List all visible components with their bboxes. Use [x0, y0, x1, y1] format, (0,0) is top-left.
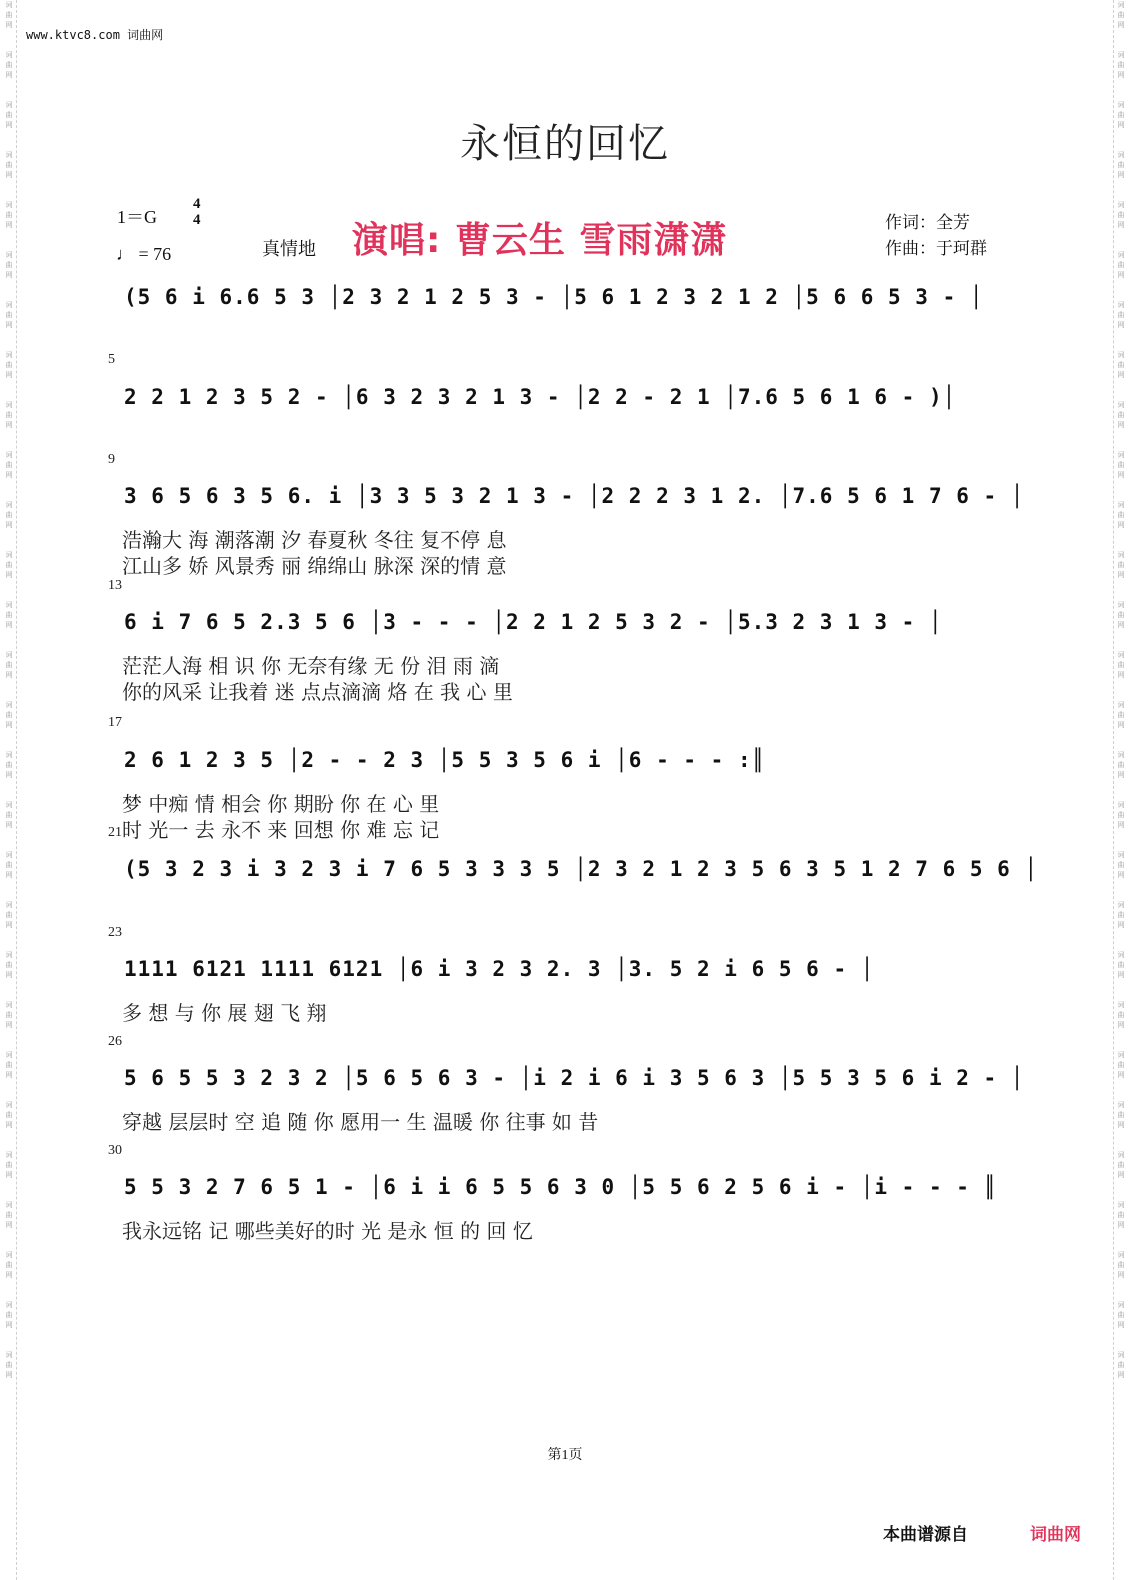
key-signature: 1＝G [117, 207, 157, 227]
system-5-lyric-verse-2: 时 光一 去 永不 来 回想 你 难 忘 记 [122, 818, 440, 842]
system-4-lyric-verse-2: 你的风采 让我着 迷 点点滴滴 烙 在 我 心 里 [122, 680, 513, 704]
system-3-lyric-verse-1: 浩瀚大 海 潮落潮 汐 春夏秋 冬往 复不停 息 [122, 528, 507, 552]
page-number: 第1页 [547, 1448, 583, 1463]
lyricist-credit: 作词：全芳 [885, 213, 970, 233]
brand-link[interactable]: 词曲网 [1030, 1525, 1081, 1545]
system-5-lyric-verse-1: 梦 中痴 情 相会 你 期盼 你 在 心 里 [122, 792, 440, 816]
system-9-notes: 5 5 3 2 7 6 5 1 - │6 i i 6 5 5 6 3 0 │5 5 6 2 5 6 i - │i - - - ║ [124, 1175, 998, 1199]
system-3-measure-number: 9 [108, 452, 115, 467]
system-3-notes: 3 6 5 6 3 5 6. i │3 3 5 3 2 1 3 - │2 2 2 3 1 2. │7.6 5 6 1 7 6 - │ [124, 484, 1025, 508]
meter-top: 4 [193, 196, 201, 212]
system-5-notes: 2 6 1 2 3 5 │2 - - 2 3 │5 5 3 5 6 i │6 - - - :║ [124, 748, 766, 772]
expression-marking: 真情地 [262, 239, 316, 260]
system-8-measure-number: 26 [108, 1034, 122, 1049]
page-title: 永恒的回忆 [460, 121, 670, 167]
system-8-notes: 5 6 5 5 3 2 3 2 │5 6 5 6 3 - │i 2 i 6 i 3 5 6 3 │5 5 3 5 6 i 2 - │ [124, 1066, 1025, 1090]
system-2-notes: 2 2 1 2 3 5 2 - │6 3 2 3 2 1 3 - │2 2 - 2 1 │7.6 5 6 1 6 - )│ [124, 385, 957, 409]
singer-credit: 演唱: 曹云生 雪雨潇潇 [352, 220, 728, 261]
system-7-lyric-verse-1: 多 想 与 你 展 翅 飞 翔 [122, 1001, 327, 1025]
source-label: 本曲谱源自 [883, 1525, 968, 1545]
system-7-measure-number: 23 [108, 925, 122, 940]
right-watermark-strip: 词 曲 网 词 曲 网 词 曲 网 词 曲 网 词 曲 网 词 曲 网 词 曲 网 词 曲 网 词 曲 网 词 曲 网 词 曲 网 词 曲 网 词 曲 网 词 曲 网 词 曲 网 词 曲 网 词 曲 网 词 曲 网 词 曲 网 词 曲 网 词 曲 网 词 曲 网 词 曲 网 词 曲 网 词 曲 网 词 曲 网 词 曲 网 词 曲 网 [1113, 0, 1128, 1580]
system-4-lyric-verse-1: 茫茫人海 相 识 你 无奈有缘 无 份 泪 雨 滴 [122, 654, 500, 678]
system-4-notes: 6 i 7 6 5 2.3 5 6 │3 - - - │2 2 1 2 5 3 2 - │5.3 2 3 1 3 - │ [124, 610, 943, 634]
system-6-notes: (5 3 2 3 i 3 2 3 i 7 6 5 3 3 3 5 │2 3 2 1 2 3 5 6 3 5 1 2 7 6 5 6 │ [124, 857, 1039, 881]
system-2-measure-number: 5 [108, 352, 115, 367]
tempo-marking: ♩ = 76 [116, 244, 172, 264]
time-signature [193, 196, 201, 228]
meter-bottom: 4 [193, 212, 201, 228]
system-3-lyric-verse-2: 江山多 娇 风景秀 丽 绵绵山 脉深 深的情 意 [122, 554, 507, 578]
site-url: www.ktvc8.com 词曲网 [26, 28, 164, 42]
system-1-notes: (5 6 i 6.6 5 3 │2 3 2 1 2 5 3 - │5 6 1 2 3 2 1 2 │5 6 6 5 3 - │ [124, 285, 984, 309]
system-6-measure-number: 21 [108, 825, 122, 840]
system-7-notes: 1111 6121 1111 6121 │6 i 3 2 3 2. 3 │3. 5 2 i 6 5 6 - │ [124, 957, 875, 981]
composer-credit: 作曲：于珂群 [885, 239, 987, 259]
left-watermark-strip: 词 曲 网 词 曲 网 词 曲 网 词 曲 网 词 曲 网 词 曲 网 词 曲 网 词 曲 网 词 曲 网 词 曲 网 词 曲 网 词 曲 网 词 曲 网 词 曲 网 词 曲 网 词 曲 网 词 曲 网 词 曲 网 词 曲 网 词 曲 网 词 曲 网 词 曲 网 词 曲 网 词 曲 网 词 曲 网 词 曲 网 词 曲 网 词 曲 网 [2, 0, 17, 1580]
system-9-lyric-verse-1: 我永远铭 记 哪些美好的时 光 是永 恒 的 回 忆 [122, 1219, 533, 1243]
system-4-measure-number: 13 [108, 578, 122, 593]
system-8-lyric-verse-1: 穿越 层层时 空 追 随 你 愿用一 生 温暖 你 往事 如 昔 [122, 1110, 599, 1134]
system-5-measure-number: 17 [108, 715, 122, 730]
system-9-measure-number: 30 [108, 1143, 122, 1158]
